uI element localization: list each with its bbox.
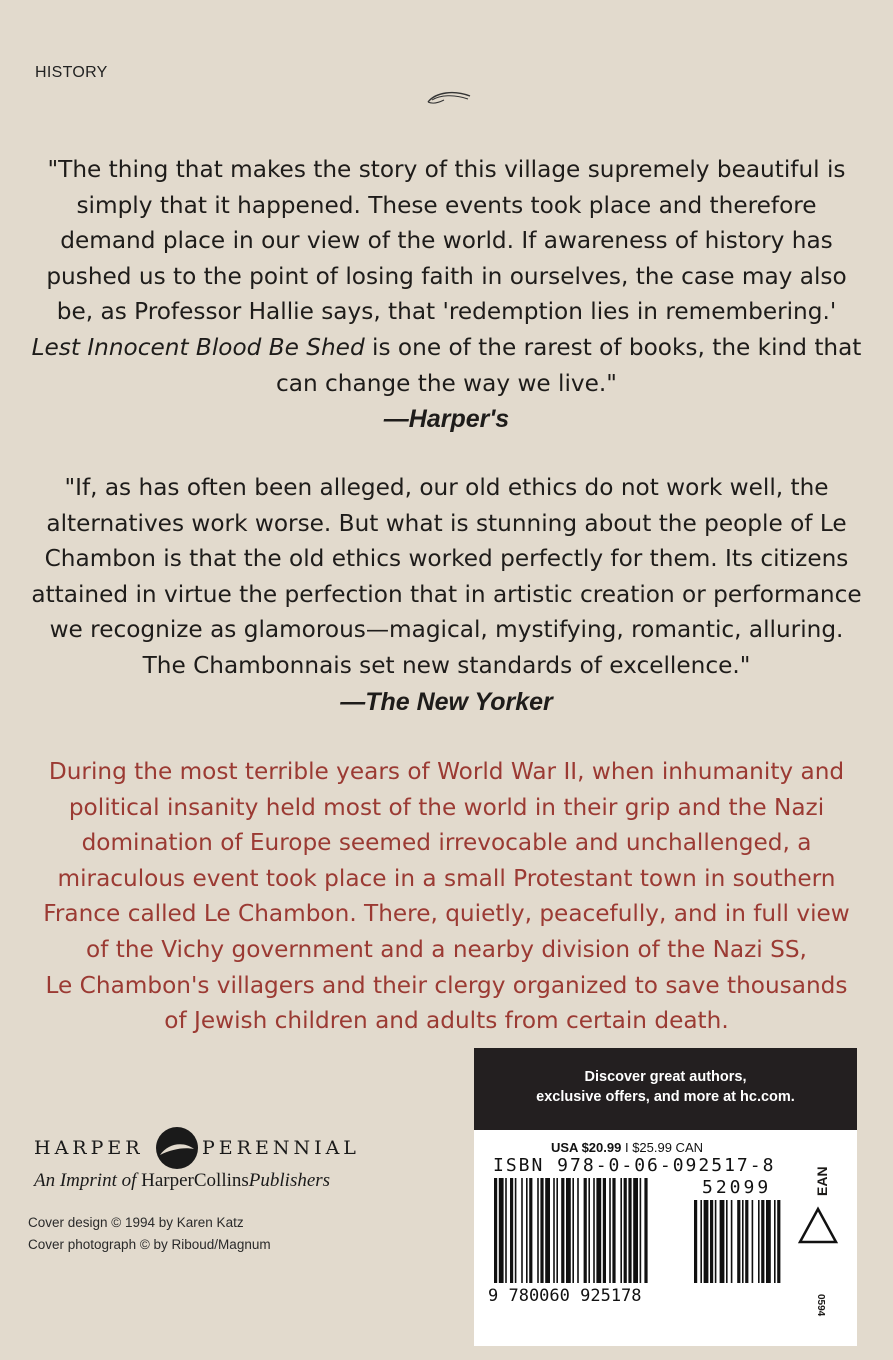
category-label: HISTORY (35, 64, 108, 81)
review-quote-harpers (18, 152, 875, 437)
barcode-bar (584, 1178, 587, 1283)
publisher-logo (34, 1125, 394, 1171)
barcode-bar (494, 1178, 497, 1283)
barcode-bar (529, 1178, 532, 1283)
barcode-addon-bar (742, 1200, 744, 1283)
barcode-addon-bar (745, 1200, 748, 1283)
cover-photo-credit: Cover photograph © by Riboud/Magnum (28, 1237, 271, 1252)
barcode-addon-bar (752, 1200, 754, 1283)
barcode-bar (556, 1178, 558, 1283)
barcode-bar (593, 1178, 595, 1283)
imprint-suffix: Publishers (248, 1170, 331, 1191)
price-can: $25.99 CAN (632, 1140, 704, 1155)
barcode-digits: 9 780060 925178 (488, 1286, 642, 1306)
barcode-bar (561, 1178, 564, 1283)
imprint-name: HarperCollins (141, 1170, 249, 1191)
promo-line: exclusive offers, and more at hc.com. (536, 1089, 795, 1105)
barcode-addon-bar (761, 1200, 764, 1283)
isbn-text: ISBN 978-0-06-092517-8 (493, 1155, 776, 1176)
barcode-bar (620, 1178, 622, 1283)
barcode-addon-bar (720, 1200, 725, 1283)
quote-attribution: —Harper's (383, 405, 510, 434)
barcode-addon-bar (710, 1200, 713, 1283)
barcode-bar (510, 1178, 513, 1283)
barcode-bar (596, 1178, 601, 1283)
description-line: domination of Europe seemed irrevocable and unchallenged, a (81, 829, 812, 857)
barcode-addon-bar (704, 1200, 709, 1283)
barcode-bar (521, 1178, 523, 1283)
barcode-bar (572, 1178, 574, 1283)
quote-line: Chambon is that the old ethics worked perfectly for them. Its citizens (44, 545, 849, 573)
barcode-addon-bar (700, 1200, 702, 1283)
barcode-bar (540, 1178, 543, 1283)
barcode-bar (505, 1178, 507, 1283)
description-line: Le Chambon's villagers and their clergy organized to save thousands (45, 971, 848, 999)
book-title: Lest Innocent Blood Be Shed (31, 333, 365, 361)
barcode-addon-bar (715, 1200, 717, 1283)
quote-line: we recognize as glamorous—magical, mystifying, romantic, alluring. (49, 616, 844, 644)
quote-line: The Chambonnais set new standards of excellence." (142, 651, 751, 679)
quote-line: "The thing that makes the story of this village supremely beautiful is (47, 156, 846, 183)
description-line: of Jewish children and adults from certain death. (164, 1007, 729, 1035)
barcode-bar (515, 1178, 517, 1283)
barcode-addon-bar (777, 1200, 780, 1283)
flourish-ornament-icon (424, 86, 474, 108)
imprint-prefix: An Imprint of (34, 1170, 137, 1191)
quote-attribution: —The New Yorker (340, 687, 553, 716)
publisher-name-left: HARPER (34, 1137, 144, 1159)
ean-triangle-icon (796, 1206, 840, 1246)
barcode-bar (628, 1178, 631, 1283)
book-description (18, 754, 875, 1039)
cover-design-credit: Cover design © 1994 by Karen Katz (28, 1215, 244, 1230)
quote-line: simply that it happened. These events took place and therefore (76, 191, 817, 219)
barcode-bar (612, 1178, 615, 1283)
cover-credits (28, 1212, 271, 1256)
barcode-bar (526, 1178, 528, 1283)
description-line: miraculous event took place in a small Protestant town in southern (57, 864, 836, 892)
quote-line: pushed us to the point of losing faith in ourselves, the case may also (46, 262, 847, 290)
description-line: political insanity held most of the world in their grip and the Nazi (68, 793, 825, 821)
harper-perennial-logo-icon (154, 1125, 200, 1171)
imprint-line (34, 1170, 330, 1192)
barcode-promo-header (474, 1048, 857, 1130)
barcode-bar (545, 1178, 550, 1283)
barcode-bar (633, 1178, 638, 1283)
barcode-bar (603, 1178, 606, 1283)
barcode-addon-bar (737, 1200, 740, 1283)
barcode-addon-bar (758, 1200, 760, 1283)
barcode-addon-bar (774, 1200, 776, 1283)
quote-line: be, as Professor Hallie says, that 'redemption lies in remembering.' (56, 298, 837, 326)
barcode-panel (474, 1048, 857, 1346)
quote-line: "If, as has often been alleged, our old ethics do not work well, the (64, 474, 829, 501)
description-line: of the Vichy government and a nearby division of the Nazi SS, (86, 935, 807, 963)
publisher-name-right: PERENNIAL (202, 1137, 360, 1159)
barcode-bar (640, 1178, 642, 1283)
barcode-bar (499, 1178, 504, 1283)
quote-line: demand place in our view of the world. If awareness of history has (60, 227, 833, 255)
barcode-bars (474, 1178, 857, 1346)
ean-label: EAN (814, 1166, 830, 1196)
barcode-bar (624, 1178, 627, 1283)
price-code: 52099 (702, 1177, 772, 1198)
quote-line: can change the way we live." (276, 369, 617, 397)
barcode-addon-bar (726, 1200, 728, 1283)
barcode-bar (577, 1178, 579, 1283)
barcode-bar (588, 1178, 590, 1283)
barcode-addon-bar (694, 1200, 697, 1283)
quote-line-with-title (18, 330, 875, 366)
quote-line: alternatives work worse. But what is stunning about the people of Le (46, 509, 847, 537)
price-label (551, 1140, 703, 1155)
barcode-bar (644, 1178, 647, 1283)
barcode-addon-bar (731, 1200, 733, 1283)
barcode-bar (537, 1178, 539, 1283)
quote-line-rest: is one of the rarest of books, the kind that (364, 333, 862, 361)
barcode-bar (566, 1178, 571, 1283)
barcode-bar (609, 1178, 611, 1283)
barcode-bar (553, 1178, 555, 1283)
promo-line: Discover great authors, (584, 1069, 747, 1085)
price-usa: USA $20.99 (551, 1140, 622, 1155)
barcode-addon-bar (766, 1200, 771, 1283)
description-line: During the most terrible years of World War II, when inhumanity and (48, 758, 845, 785)
price-separator: I (621, 1140, 633, 1155)
description-line: France called Le Chambon. There, quietly, peacefully, and in full view (43, 900, 850, 928)
quote-line: attained in virtue the perfection that in artistic creation or performance (31, 580, 862, 608)
side-code: 0594 (815, 1294, 826, 1317)
review-quote-new-yorker (18, 470, 875, 720)
